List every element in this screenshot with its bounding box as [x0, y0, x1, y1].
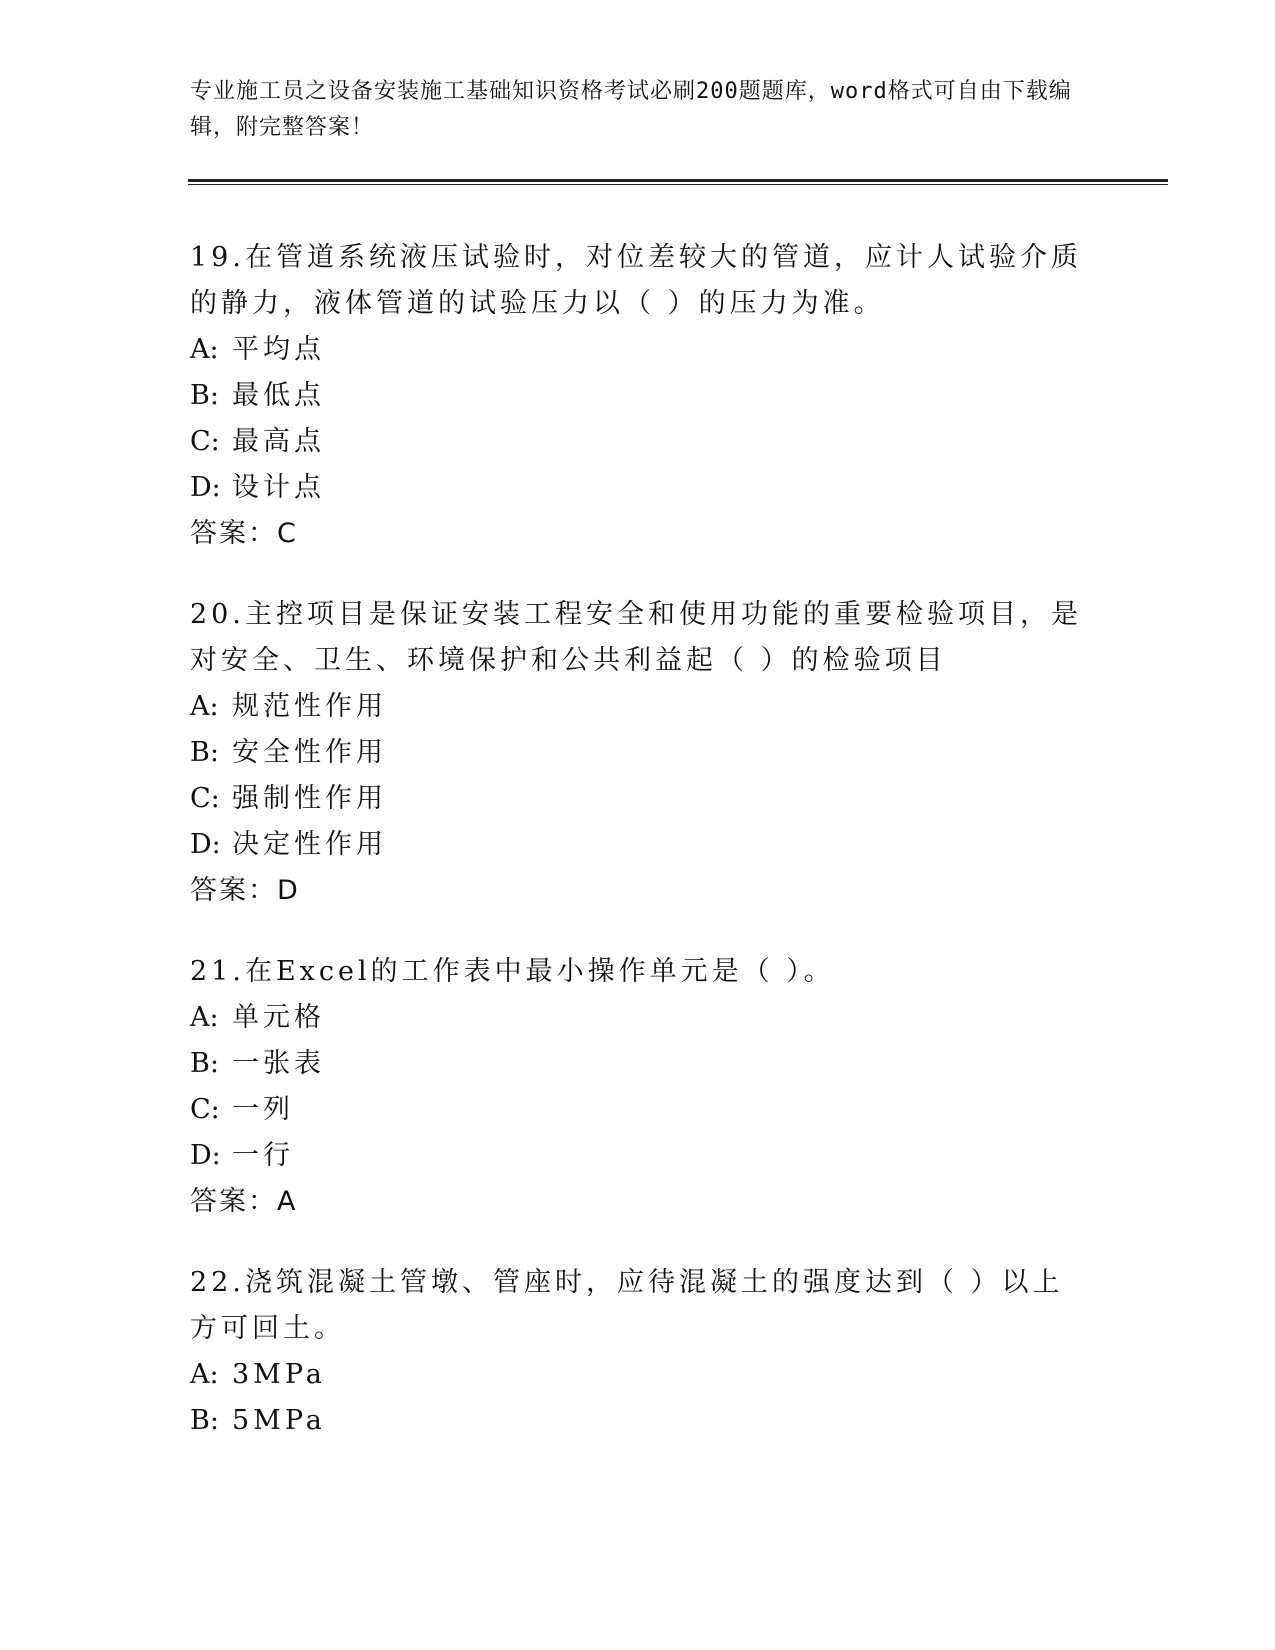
option-text: 决定性作用 [232, 829, 387, 860]
option-text: 一张表 [232, 1048, 325, 1079]
option-letter: B: [190, 1405, 219, 1436]
option-text: 最高点 [232, 426, 325, 457]
option-letter: A: [190, 334, 219, 365]
answer-line: 答案：D [190, 875, 300, 906]
option-text: 一行 [232, 1140, 294, 1171]
question-text: 21.在Excel的工作表中最小操作单元是（ ）。 [190, 956, 835, 987]
option-letter: C: [190, 783, 220, 814]
question-22 [190, 1260, 1090, 1444]
option-text: 强制性作用 [232, 783, 387, 814]
option-text: 最低点 [232, 380, 325, 411]
question-21 [190, 949, 1090, 1225]
option-text: 单元格 [232, 1002, 325, 1033]
option-letter: B: [190, 1048, 219, 1079]
option-a [190, 995, 1090, 1041]
option-letter: A: [190, 1359, 219, 1390]
option-text: 设计点 [232, 472, 325, 503]
option-text: 安全性作用 [232, 737, 387, 768]
option-b [190, 730, 1090, 776]
option-letter: C: [190, 426, 220, 457]
question-list [190, 235, 1090, 1479]
option-letter: D: [190, 1140, 221, 1171]
option-letter: A: [190, 1002, 219, 1033]
option-a [190, 327, 1090, 373]
option-letter: B: [190, 380, 219, 411]
document-header: 专业施工员之设备安装施工基础知识资格考试必刷200题题库，word格式可自由下载编辑，附完整答案！ [190, 79, 1072, 140]
option-c [190, 1087, 1090, 1133]
option-b [190, 1398, 1090, 1444]
header-divider-thick [188, 179, 1168, 182]
option-b [190, 373, 1090, 419]
answer-line: 答案：A [190, 1186, 298, 1217]
option-d [190, 465, 1090, 511]
question-20 [190, 592, 1090, 914]
question-text: 20.主控项目是保证安装工程安全和使用功能的重要检验项目，是对安全、卫生、环境保护和公共利益起（ ）的检验项目 [190, 599, 1082, 676]
option-c [190, 419, 1090, 465]
option-letter: B: [190, 737, 219, 768]
option-text: 平均点 [232, 334, 325, 365]
option-text: 规范性作用 [232, 691, 387, 722]
question-text: 22.浇筑混凝土管墩、管座时，应待混凝土的强度达到（ ）以上方可回土。 [190, 1267, 1064, 1344]
question-text: 19.在管道系统液压试验时，对位差较大的管道，应计人试验介质的静力，液体管道的试验压力以（ ）的压力为准。 [190, 242, 1082, 319]
option-letter: C: [190, 1094, 220, 1125]
option-text: 一列 [232, 1094, 294, 1125]
header-divider-thin [188, 184, 1168, 185]
option-text: 3MPa [232, 1359, 326, 1390]
question-19 [190, 235, 1090, 557]
option-a [190, 684, 1090, 730]
option-letter: A: [190, 691, 219, 722]
option-c [190, 776, 1090, 822]
option-d [190, 1133, 1090, 1179]
option-letter: D: [190, 472, 221, 503]
option-b [190, 1041, 1090, 1087]
option-text: 5MPa [232, 1405, 326, 1436]
option-letter: D: [190, 829, 221, 860]
option-a [190, 1352, 1090, 1398]
answer-line: 答案：C [190, 518, 298, 549]
option-d [190, 822, 1090, 868]
